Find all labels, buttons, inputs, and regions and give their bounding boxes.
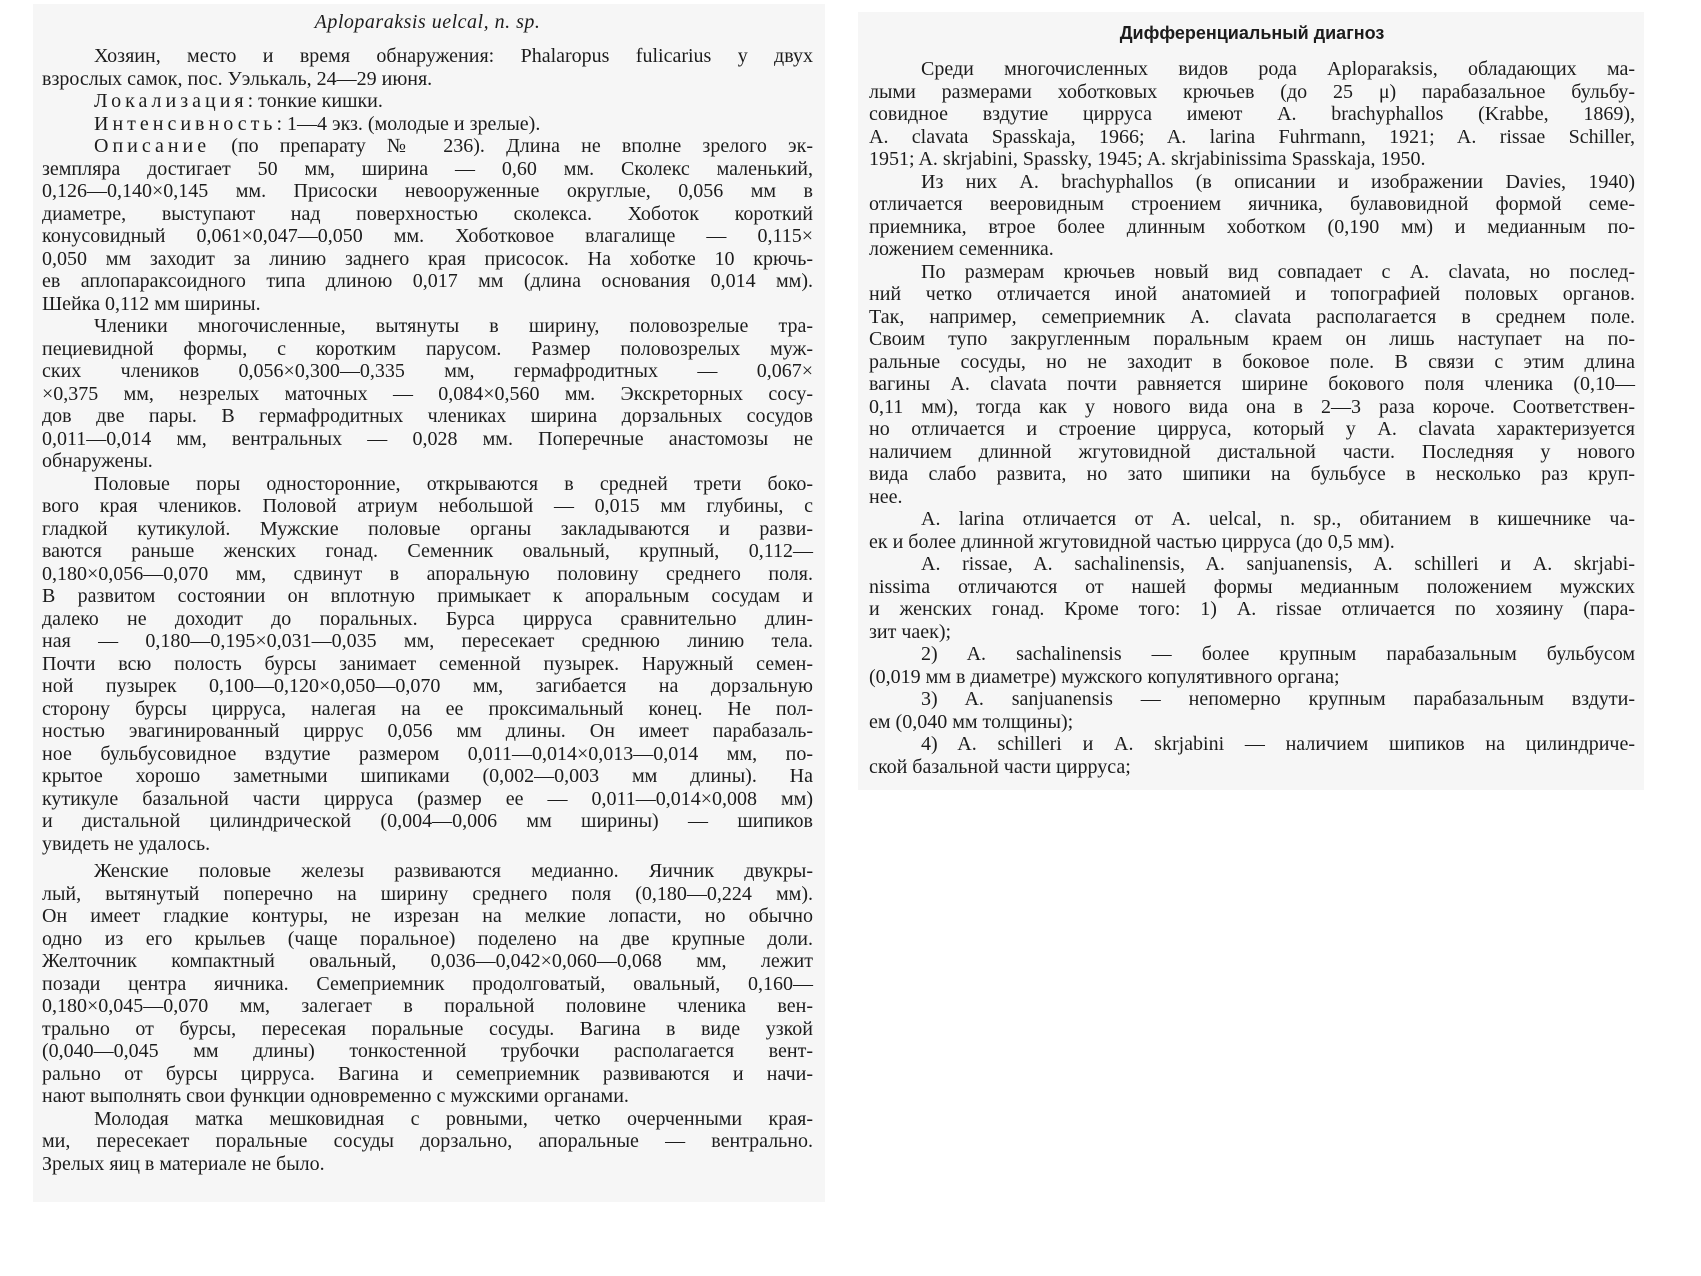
text-line: отличается вееровидным строением яичника, булавовидной формой семе- bbox=[869, 193, 1635, 215]
text-line: ной пузырек 0,100—0,120×0,050—0,070 мм, загибается на дорзальную bbox=[42, 675, 813, 697]
text-line: диаметре, выступают над поверхностью сколекса. Хоботок короткий bbox=[42, 202, 813, 225]
paragraph bbox=[869, 643, 1635, 688]
text-line: ек и более длинной жгутовидной частью цирруса (до 0,5 мм). bbox=[869, 530, 1395, 553]
text-line: трально от бурсы, пересекая поральные сосуды. Вагина в виде узкой bbox=[42, 1017, 813, 1040]
text-line: нают выполнять свои функции одновременно с мужскими органами. bbox=[42, 1085, 629, 1107]
text-line: взрослых самок, пос. Уэлькаль, 24—29 июня. bbox=[42, 67, 433, 90]
text-line: 1951; A. skrjabini, Spassky, 1945; A. skrjabinissima Spasskaja, 1950. bbox=[869, 148, 1426, 170]
text-line: 0,126—0,140×0,145 мм. Присоски невооруженные округлые, 0,056 мм в bbox=[42, 180, 813, 202]
left-body bbox=[42, 45, 813, 1175]
text-line: 0,180×0,056—0,070 мм, сдвинут в апоральную половину среднего поля. bbox=[42, 562, 813, 585]
text-line: A. clavata Spasskaja, 1966; A. larina Fuhrmann, 1921; A. rissae Schiller, bbox=[869, 125, 1635, 148]
text-line: вагины A. clavata почти равняется ширине бокового поля членика (0,10— bbox=[869, 373, 1635, 395]
text-line: обнаружены. bbox=[42, 450, 153, 472]
text-line: Он имеет гладкие контуры, не изрезан на мелкие лопасти, но обычно bbox=[42, 905, 813, 927]
text-line: кутикуле базальной части цирруса (размер ее — 0,011—0,014×0,008 мм) bbox=[42, 787, 813, 810]
text-line: (0,040—0,045 мм длины) тонкостенной трубочки располагается вент- bbox=[42, 1040, 813, 1062]
text-line: Членики многочисленные, вытянуты в ширину, половозрелые тра- bbox=[94, 315, 813, 337]
paragraph bbox=[42, 1108, 813, 1176]
text-line: Женские половые железы развиваются медианно. Яичник двукры- bbox=[94, 860, 813, 882]
spaced-label: Локализация bbox=[94, 90, 248, 112]
text-line: Желточник компактный овальный, 0,036—0,042×0,060—0,068 мм, лежит bbox=[42, 950, 813, 972]
spaced-label: Описание bbox=[94, 135, 211, 157]
line-text: : тонкие кишки. bbox=[247, 90, 383, 112]
text-line: 2) A. sachalinensis — более крупным парабазальным бульбусом bbox=[921, 643, 1635, 665]
text-line: рально от бурсы цирруса. Вагина и семеприемник развиваются и начи- bbox=[42, 1062, 813, 1085]
text-line: Шейка 0,112 мм ширины. bbox=[42, 292, 261, 315]
paragraph bbox=[869, 508, 1635, 553]
line-text: : 1—4 экз. (молодые и зрелые). bbox=[276, 112, 541, 135]
text-line: совидное вздутие цирруса имеют A. brachyphallos (Krabbe, 1869), bbox=[869, 103, 1635, 125]
text-line: Так, например, семеприемник A. clavata располагается в среднем поле. bbox=[869, 305, 1635, 328]
text-line: Почти всю полость бурсы занимает семенной пузырек. Наружный семен- bbox=[42, 652, 813, 675]
paragraph bbox=[42, 113, 813, 136]
paragraph bbox=[42, 90, 813, 113]
text-line: приемника, втрое более длинным хоботком (0,190 мм) и медианным по- bbox=[869, 215, 1635, 238]
paragraph bbox=[869, 553, 1635, 643]
spaced-label: Интенсивность bbox=[94, 112, 277, 135]
text-line: и женских гонад. Кроме того: 1) A. rissae отличается по хозяину (пара- bbox=[869, 598, 1635, 620]
text-line: но отличается и строение цирруса, который у A. clavata характеризуется bbox=[869, 418, 1635, 440]
text-line: одно из его крыльев (чаще поральное) поделено на две крупные доли. bbox=[42, 927, 813, 950]
text-line: ваются раньше женских гонад. Семенник овальный, крупный, 0,112— bbox=[42, 540, 813, 562]
text-line: Из них A. brachyphallos (в описании и изображении Davies, 1940) bbox=[921, 170, 1635, 193]
text-line bbox=[42, 113, 813, 136]
text-line: Среди многочисленных видов рода Aploparaksis, обладающих ма- bbox=[921, 58, 1635, 80]
text-line: Хозяин, место и время обнаружения: Phalaropus fulicarius у двух bbox=[94, 45, 813, 67]
text-line: сторону бурсы цирруса, налегая на ее проксимальный конец. Не пол- bbox=[42, 697, 813, 720]
text-line bbox=[42, 90, 813, 113]
species-description-column bbox=[42, 10, 813, 1175]
text-line: (0,019 мм в диаметре) мужского копулятивного органа; bbox=[869, 665, 1340, 688]
text-line: Молодая матка мешковидная с ровными, четко очерченными края- bbox=[94, 1107, 813, 1130]
paragraph bbox=[42, 135, 813, 315]
text-line: 0,11 мм), тогда как у нового вида она в 2—3 раза короче. Соответствен- bbox=[869, 395, 1635, 418]
text-line: лый, вытянутый поперечно на ширину среднего поля (0,180—0,224 мм). bbox=[42, 882, 813, 905]
text-line: Своим тупо закругленным поральным краем он лишь наступает на по- bbox=[869, 328, 1635, 350]
right-body bbox=[869, 58, 1635, 778]
text-line: далеко не доходит до поральных. Бурса цирруса сравнительно длин- bbox=[42, 607, 813, 630]
text-line: nissima отличаются от нашей формы медианным положением мужских bbox=[869, 575, 1635, 598]
text-line: и дистальной цилиндрической (0,004—0,006 мм ширины) — шипиков bbox=[42, 810, 813, 832]
paragraph bbox=[869, 171, 1635, 261]
paragraph bbox=[42, 315, 813, 473]
text-line: ложением семенника. bbox=[869, 238, 1054, 260]
text-line: ми, пересекает поральные сосуды дорзально, апоральные — вентрально. bbox=[42, 1130, 813, 1152]
paragraph bbox=[869, 58, 1635, 171]
text-line: ев аплопараксоидного типа длиною 0,017 мм (длина основания 0,014 мм). bbox=[42, 270, 813, 292]
text-line: наличием длинной жгутовидной дистальной части. Последняя у нового bbox=[869, 440, 1635, 463]
text-line: 4) A. schilleri и A. skrjabini — наличием шипиков на цилиндриче- bbox=[921, 733, 1635, 755]
text-line: Половые поры односторонние, открываются в средней трети боко- bbox=[94, 472, 813, 495]
text-line: ностью эвагинированный циррус 0,056 мм длины. Он имеет парабазаль- bbox=[42, 720, 813, 742]
differential-diagnosis-column bbox=[869, 21, 1635, 778]
text-line: 3) A. sanjuanensis — непомерно крупным парабазальным вздути- bbox=[921, 688, 1635, 710]
text-line: вида слабо развита, но зато шипики на бульбусе в несколько раз круп- bbox=[869, 463, 1635, 485]
text-line: 0,050 мм заходит за линию заднего края присосок. На хоботке 10 крючь- bbox=[42, 247, 813, 270]
text-line: гладкой кутикулой. Мужские половые органы закладываются и разви- bbox=[42, 517, 813, 540]
text-line: По размерам крючьев новый вид совпадает с A. clavata, но послед- bbox=[921, 260, 1635, 283]
text-line: ских члеников 0,056×0,300—0,335 мм, гермафродитных — 0,067× bbox=[42, 360, 813, 382]
paragraph bbox=[42, 45, 813, 90]
text-line: ний четко отличается иной анатомией и топографией половых органов. bbox=[869, 283, 1635, 305]
text-line: A. rissae, A. sachalinensis, A. sanjuanensis, A. schilleri и A. skrjabi- bbox=[921, 553, 1635, 575]
text-line: ральные сосуды, но не заходит в боковое поле. В связи с этим длина bbox=[869, 350, 1635, 373]
text-line: увидеть не удалось. bbox=[42, 832, 211, 855]
text-line: пециевидной формы, с коротким парусом. Размер половозрелых муж- bbox=[42, 337, 813, 360]
paragraph bbox=[869, 688, 1635, 733]
text-line: 0,180×0,045—0,070 мм, залегает в поральной половине членика вен- bbox=[42, 995, 813, 1017]
paragraph bbox=[869, 733, 1635, 778]
text-line: 0,011—0,014 мм, вентральных — 0,028 мм. Поперечные анастомозы не bbox=[42, 427, 813, 450]
text-line: лыми размерами хоботковых крючьев (до 25 μ) парабазальное бульбу- bbox=[869, 80, 1635, 103]
line-text: (по препарату № 236). Длина не вполне зрелого эк- bbox=[210, 135, 813, 157]
species-title: Aploparaksis uelcal, n. sp. bbox=[314, 11, 541, 33]
text-line: ем (0,040 мм толщины); bbox=[869, 710, 1074, 733]
text-line: вого края члеников. Половой атриум небольшой — 0,015 мм глубины, с bbox=[42, 495, 813, 517]
paragraph bbox=[42, 860, 813, 1108]
text-line: конусовидный 0,061×0,047—0,050 мм. Хоботковое влагалище — 0,115× bbox=[42, 225, 813, 247]
paragraph bbox=[42, 473, 813, 856]
text-line bbox=[42, 135, 813, 158]
text-line: зит чаек); bbox=[869, 620, 952, 643]
text-line: ное бульбусовидное вздутие размером 0,011—0,014×0,013—0,014 мм, по- bbox=[42, 742, 813, 765]
text-line: позади центра яичника. Семеприемник продолговатый, овальный, 0,160— bbox=[42, 972, 813, 995]
text-line: крытое хорошо заметными шипиками (0,002—0,003 мм длины). На bbox=[42, 765, 813, 787]
text-line: A. larina отличается от A. uelcal, n. sp., обитанием в кишечнике ча- bbox=[921, 508, 1635, 530]
text-line: ×0,375 мм, незрелых маточных — 0,084×0,560 мм. Экскреторных сосу- bbox=[42, 382, 813, 405]
paragraph bbox=[869, 261, 1635, 509]
text-line: ской базальной части цирруса; bbox=[869, 755, 1131, 778]
section-heading: Дифференциальный диагноз bbox=[1119, 23, 1385, 43]
text-line: В развитом состоянии он вплотную примыкает к апоральным сосудам и bbox=[42, 585, 813, 607]
text-line: нее. bbox=[869, 485, 903, 508]
text-line: Зрелых яиц в материале не было. bbox=[42, 1152, 325, 1175]
text-line: земпляра достигает 50 мм, ширина — 0,60 мм. Сколекс маленький, bbox=[42, 157, 813, 180]
text-line: дов две пары. В гермафродитных члениках ширина дорзальных сосудов bbox=[42, 405, 813, 427]
text-line: ная — 0,180—0,195×0,031—0,035 мм, пересекает среднюю линию тела. bbox=[42, 630, 813, 652]
